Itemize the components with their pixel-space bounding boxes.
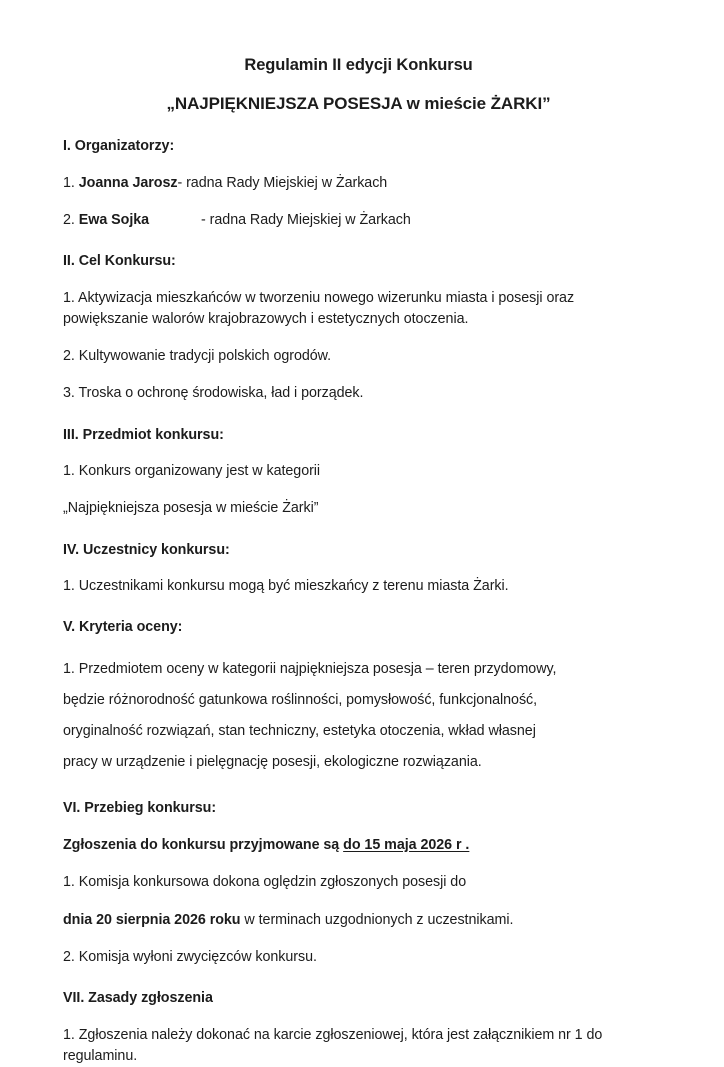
section-heading-subject: III. Przedmiot konkursu: xyxy=(63,426,224,443)
section-organizers xyxy=(63,116,654,231)
inspection-rest: w terminach uzgodnionych z uczestnikami. xyxy=(240,911,514,928)
course-item-1-prefix: 1. Komisja konkursowa dokona oględzin zgłoszonych posesji do xyxy=(63,874,467,891)
criteria-line: pracy w urządzenie i pielęgnację posesji, ekologiczne rozwiązania. xyxy=(63,754,482,771)
course-item-1 xyxy=(63,856,654,893)
goal-paragraph: 1. Aktywizacja mieszkańców w tworzeniu nowego wizerunku miasta i posesji oraz powiększanie walorów krajobrazowych i estetycznych otoczenia. xyxy=(63,289,575,327)
deadline-date: do 15 maja 2026 r . xyxy=(343,836,470,853)
goal-paragraph: 2. Kultywowanie tradycji polskich ogrodów. xyxy=(63,347,332,364)
subject-paragraph: 1. Konkurs organizowany jest w kategorii xyxy=(63,462,321,479)
section-criteria xyxy=(63,597,654,778)
criteria-line: 1. Przedmiotem oceny w kategorii najpiękniejsza posesja – teren przydomowy, xyxy=(63,660,557,677)
section-heading-criteria: V. Kryteria oceny: xyxy=(63,619,183,636)
organizer-number: 2. xyxy=(63,211,75,228)
section-goal xyxy=(63,231,654,404)
organizer-item xyxy=(63,194,654,231)
organizer-role: - radna Rady Miejskiej w Żarkach xyxy=(177,174,388,191)
submission-deadline xyxy=(63,819,654,856)
rules-paragraph: 1. Zgłoszenia należy dokonać na karcie zgłoszeniowej, która jest załącznikiem nr 1 do regulaminu. xyxy=(63,1026,603,1064)
criteria-paragraph xyxy=(63,638,654,779)
section-heading-goal: II. Cel Konkursu: xyxy=(63,253,176,270)
section-subject xyxy=(63,405,654,520)
organizer-role: - radna Rady Miejskiej w Żarkach xyxy=(201,211,411,228)
participants-paragraph: 1. Uczestnikami konkursu mogą być mieszkańcy z terenu miasta Żarki. xyxy=(63,578,509,595)
section-heading-organizers: I. Organizatorzy: xyxy=(63,138,175,155)
goal-paragraph: 3. Troska o ochronę środowiska, ład i porządek. xyxy=(63,385,364,402)
section-rules xyxy=(63,968,654,1066)
section-heading-course: VI. Przebieg konkursu: xyxy=(63,800,217,817)
course-item-1-cont xyxy=(63,894,654,931)
section-heading-participants: IV. Uczestnicy konkursu: xyxy=(63,541,230,558)
criteria-line: oryginalność rozwiązań, stan techniczny, estetyka otoczenia, wkład własnej xyxy=(63,723,536,740)
organizer-name: Ewa Sojka xyxy=(78,211,150,228)
document-subtitle: „NAJPIĘKNIEJSZA POSESJA w mieście ŻARKI” xyxy=(166,94,551,114)
section-heading-rules: VII. Zasady zgłoszenia xyxy=(63,990,213,1007)
organizer-number: 1. xyxy=(63,174,75,191)
deadline-lead: Zgłoszenia do konkursu przyjmowane są xyxy=(63,836,344,853)
criteria-line: będzie różnorodność gatunkowa roślinności, pomysłowość, funkcjonalność, xyxy=(63,691,538,708)
course-item-2: 2. Komisja wyłoni zwycięzców konkursu. xyxy=(63,949,317,966)
subject-category: „Najpiękniejsza posesja w mieście Żarki” xyxy=(63,500,319,517)
organizer-item xyxy=(63,157,654,194)
section-participants xyxy=(63,520,654,598)
inspection-date: dnia 20 sierpnia 2026 roku xyxy=(63,911,241,928)
organizer-name: Joanna Jarosz xyxy=(78,174,178,191)
document-title: Regulamin II edycji Konkursu xyxy=(244,56,473,74)
section-course xyxy=(63,778,654,968)
